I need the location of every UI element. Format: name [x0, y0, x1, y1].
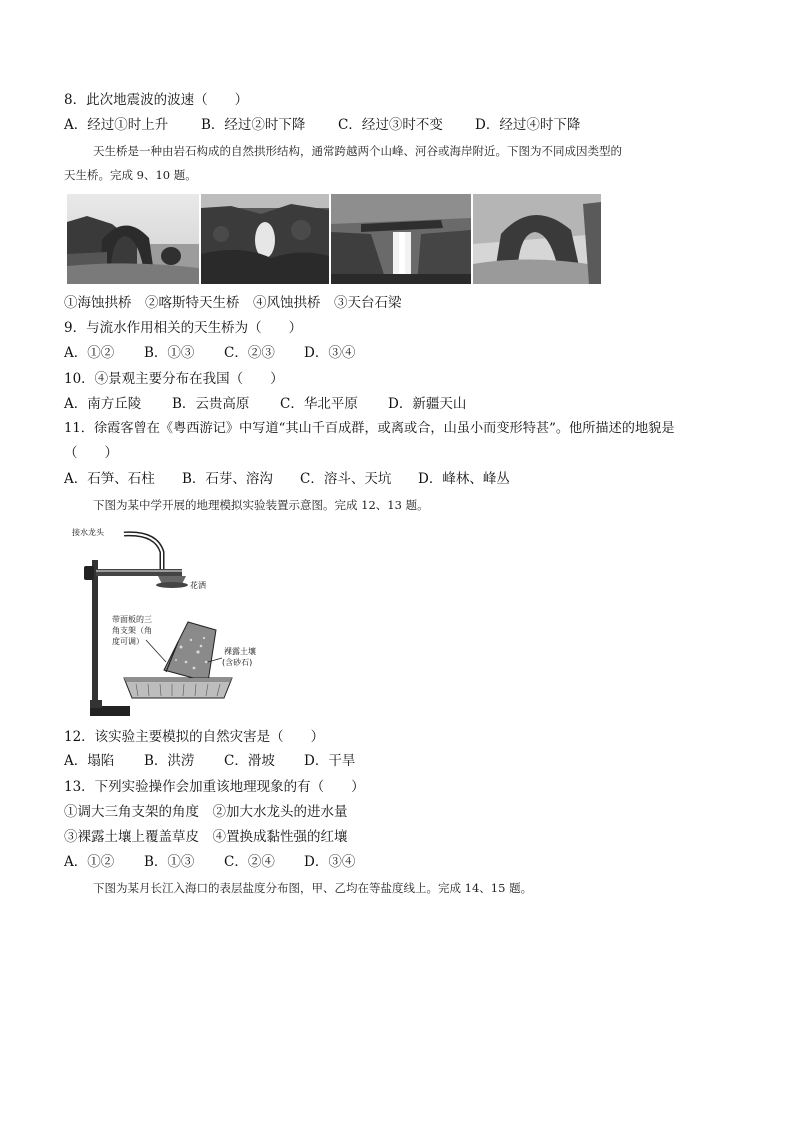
label-tap: 接水龙头 [72, 528, 104, 537]
intro-14-15: 下图为某月长江入海口的表层盐度分布图，甲、乙均在等盐度线上。完成 14、15 题。 [93, 881, 533, 895]
q10-options [64, 395, 466, 413]
experiment-apparatus-diagram [66, 522, 266, 722]
q9-option-a: A．①② [64, 345, 115, 361]
q11-option-b: B．石芽、溶沟 [182, 471, 273, 487]
q13-options [64, 853, 355, 871]
q8-option-c: C．经过③时不变 [338, 117, 443, 133]
q13-option-b: B．①③ [144, 854, 195, 870]
q11-option-c: C．溶斗、天坑 [300, 471, 392, 487]
q9-option-c: C．②③ [224, 345, 275, 361]
intro-9-10-line2: 天生桥。完成 9、10 题。 [64, 168, 197, 182]
q12-option-b: B．洪涝 [144, 753, 195, 769]
q8-stem: 8．此次地震波的波速（ ） [64, 92, 249, 108]
q10-option-c: C．华北平原 [280, 396, 358, 412]
q13-option-a: A．①② [64, 854, 115, 870]
q11-stem-line2: （ ） [64, 445, 118, 461]
label-frame-line2: 角支架（角 [112, 626, 152, 635]
label-frame-line3: 度可调） [112, 637, 144, 646]
photo-wind-eroded-arch [473, 194, 601, 284]
label-frame-line1: 带面板的三 [112, 615, 152, 624]
q13-option-d: D．③④ [304, 854, 356, 870]
q11-option-d: D．峰林、峰丛 [418, 471, 510, 487]
label-soil-line2: (含砂石) [222, 658, 253, 667]
q8-option-a: A．经过①时上升 [64, 117, 169, 133]
q8-option-d: D．经过④时下降 [475, 117, 581, 133]
q11-stem-line1: 11．徐霞客曾在《粤西游记》中写道“其山千百成群，或离或合，山虽小而变形特甚”。他所描述的地貌是 [64, 421, 675, 436]
intro-12-13: 下图为某中学开展的地理模拟实验装置示意图。完成 12、13 题。 [93, 498, 429, 512]
q12-option-c: C．滑坡 [224, 753, 275, 769]
q10-option-b: B．云贵高原 [172, 396, 250, 412]
label-sprinkler: 花洒 [190, 581, 206, 590]
q8-option-b: B．经过②时下降 [201, 117, 306, 133]
q9-option-d: D．③④ [304, 345, 356, 361]
photo-sea-arch [67, 194, 199, 284]
q9-options [64, 344, 355, 362]
photo-karst-bridge [201, 194, 329, 284]
q12-option-a: A．塌陷 [64, 753, 115, 769]
q12-option-d: D．干旱 [304, 753, 356, 769]
q13-stem: 13．下列实验操作会加重该地理现象的有（ ） [64, 779, 365, 795]
q9-option-b: B．①③ [144, 345, 195, 361]
photo-captions: ①海蚀拱桥 ②喀斯特天生桥 ④风蚀拱桥 ③天台石梁 [64, 295, 402, 311]
q13-choice-line2: ③裸露土壤上覆盖草皮 ④置换成黏性强的红壤 [64, 829, 348, 845]
q13-choice-line1: ①调大三角支架的角度 ②加大水龙头的进水量 [64, 804, 348, 820]
q12-options [64, 752, 355, 770]
q9-stem: 9．与流水作用相关的天生桥为（ ） [64, 320, 303, 336]
q11-options [64, 470, 510, 488]
q13-option-c: C．②④ [224, 854, 275, 870]
q11-option-a: A．石笋、石柱 [64, 471, 155, 487]
natural-bridge-photos [67, 194, 601, 284]
intro-9-10-line1: 天生桥是一种由岩石构成的自然拱形结构，通常跨越两个山峰、河谷或海岸附近。下图为不同成因类型的 [93, 144, 622, 158]
q10-stem: 10．④景观主要分布在我国（ ） [64, 371, 284, 387]
q12-stem: 12．该实验主要模拟的自然灾害是（ ） [64, 729, 325, 745]
q10-option-d: D．新疆天山 [388, 396, 467, 412]
photo-tiantai-stone-beam [331, 194, 471, 284]
label-soil-line1: 裸露土壤 [224, 647, 256, 656]
q10-option-a: A．南方丘陵 [64, 396, 142, 412]
q8-options [64, 116, 580, 134]
